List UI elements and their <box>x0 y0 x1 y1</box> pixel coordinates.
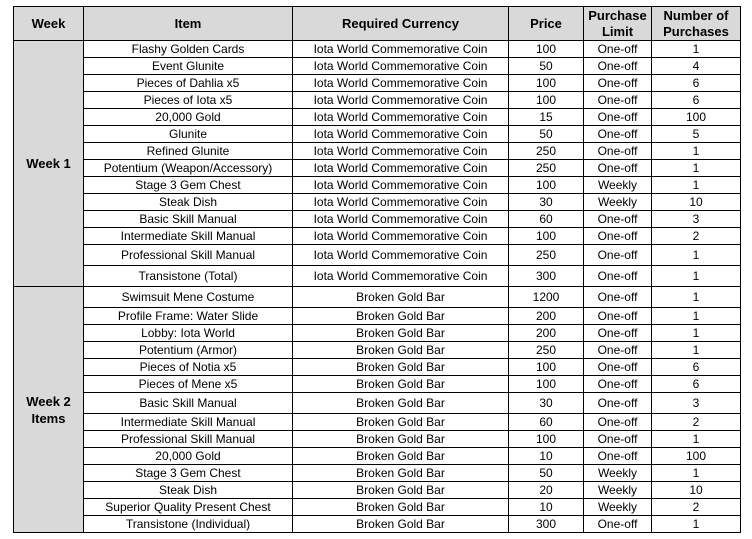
item-cell: Pieces of Notia x5 <box>84 359 293 376</box>
currency-cell: Iota World Commemorative Coin <box>293 75 509 92</box>
item-cell: Pieces of Iota x5 <box>84 92 293 109</box>
header-purchase-limit <box>584 7 652 41</box>
item-cell: Transistone (Individual) <box>84 516 293 533</box>
purchases-cell: 100 <box>652 448 741 465</box>
table-row <box>14 41 741 58</box>
currency-cell: Iota World Commemorative Coin <box>293 92 509 109</box>
currency-cell: Broken Gold Bar <box>293 431 509 448</box>
price-cell: 100 <box>509 431 584 448</box>
currency-cell: Iota World Commemorative Coin <box>293 245 509 266</box>
purchases-cell: 1 <box>652 266 741 287</box>
price-cell: 100 <box>509 177 584 194</box>
purchase-limit-cell: One-off <box>584 211 652 228</box>
purchases-cell: 1 <box>652 143 741 160</box>
currency-cell: Iota World Commemorative Coin <box>293 143 509 160</box>
purchase-limit-cell: Weekly <box>584 499 652 516</box>
purchase-limit-cell: One-off <box>584 287 652 308</box>
purchase-limit-cell: One-off <box>584 414 652 431</box>
item-cell: Stage 3 Gem Chest <box>84 177 293 194</box>
currency-cell: Iota World Commemorative Coin <box>293 194 509 211</box>
purchases-cell: 10 <box>652 482 741 499</box>
purchase-limit-cell: One-off <box>584 266 652 287</box>
item-cell: Lobby: Iota World <box>84 325 293 342</box>
price-cell: 1200 <box>509 287 584 308</box>
table-row <box>14 177 741 194</box>
table-row <box>14 245 741 266</box>
purchases-cell: 10 <box>652 194 741 211</box>
table-row <box>14 58 741 75</box>
price-cell: 100 <box>509 359 584 376</box>
item-cell: Stage 3 Gem Chest <box>84 465 293 482</box>
price-cell: 50 <box>509 58 584 75</box>
purchases-cell: 1 <box>652 245 741 266</box>
item-cell: Flashy Golden Cards <box>84 41 293 58</box>
table-row <box>14 376 741 393</box>
currency-cell: Iota World Commemorative Coin <box>293 58 509 75</box>
purchases-cell: 1 <box>652 516 741 533</box>
table-row <box>14 194 741 211</box>
header-number-of-purchases <box>652 7 741 41</box>
header-price: Price <box>509 7 584 41</box>
header-week: Week <box>14 7 84 41</box>
purchase-limit-cell: One-off <box>584 359 652 376</box>
purchases-cell: 1 <box>652 325 741 342</box>
header-item: Item <box>84 7 293 41</box>
price-cell: 50 <box>509 465 584 482</box>
table-row <box>14 325 741 342</box>
purchases-cell: 1 <box>652 342 741 359</box>
purchases-cell: 6 <box>652 75 741 92</box>
purchase-limit-cell: One-off <box>584 75 652 92</box>
table-row <box>14 448 741 465</box>
item-cell: Intermediate Skill Manual <box>84 228 293 245</box>
currency-cell: Broken Gold Bar <box>293 308 509 325</box>
table-row <box>14 465 741 482</box>
price-cell: 250 <box>509 245 584 266</box>
purchases-cell: 1 <box>652 465 741 482</box>
item-cell: Swimsuit Mene Costume <box>84 287 293 308</box>
header-required-currency: Required Currency <box>293 7 509 41</box>
item-cell: Professional Skill Manual <box>84 245 293 266</box>
price-cell: 200 <box>509 325 584 342</box>
price-cell: 10 <box>509 448 584 465</box>
price-cell: 300 <box>509 266 584 287</box>
price-cell: 10 <box>509 499 584 516</box>
table-row <box>14 211 741 228</box>
item-cell: Event Glunite <box>84 58 293 75</box>
purchases-cell: 2 <box>652 228 741 245</box>
purchases-cell: 2 <box>652 414 741 431</box>
table-row <box>14 126 741 143</box>
week-label: Week 2 Items <box>14 287 84 533</box>
purchases-cell: 100 <box>652 109 741 126</box>
currency-cell: Broken Gold Bar <box>293 465 509 482</box>
item-cell: Profile Frame: Water Slide <box>84 308 293 325</box>
currency-cell: Broken Gold Bar <box>293 342 509 359</box>
price-cell: 30 <box>509 393 584 414</box>
price-cell: 100 <box>509 75 584 92</box>
purchase-limit-cell: Weekly <box>584 465 652 482</box>
currency-cell: Broken Gold Bar <box>293 482 509 499</box>
purchase-limit-cell: One-off <box>584 41 652 58</box>
item-cell: Basic Skill Manual <box>84 393 293 414</box>
purchase-limit-cell: One-off <box>584 92 652 109</box>
currency-cell: Iota World Commemorative Coin <box>293 126 509 143</box>
price-cell: 250 <box>509 342 584 359</box>
item-cell: Steak Dish <box>84 194 293 211</box>
table-row <box>14 160 741 177</box>
purchases-cell: 1 <box>652 41 741 58</box>
purchase-limit-cell: One-off <box>584 143 652 160</box>
purchase-limit-cell: One-off <box>584 245 652 266</box>
item-cell: Professional Skill Manual <box>84 431 293 448</box>
currency-cell: Iota World Commemorative Coin <box>293 160 509 177</box>
currency-cell: Broken Gold Bar <box>293 376 509 393</box>
purchases-cell: 1 <box>652 308 741 325</box>
purchases-cell: 6 <box>652 92 741 109</box>
currency-cell: Iota World Commemorative Coin <box>293 266 509 287</box>
purchases-cell: 6 <box>652 376 741 393</box>
purchases-cell: 2 <box>652 499 741 516</box>
price-cell: 30 <box>509 194 584 211</box>
currency-cell: Iota World Commemorative Coin <box>293 228 509 245</box>
price-cell: 250 <box>509 160 584 177</box>
item-cell: Steak Dish <box>84 482 293 499</box>
purchase-limit-cell: One-off <box>584 448 652 465</box>
table-row <box>14 92 741 109</box>
purchases-cell: 5 <box>652 126 741 143</box>
item-cell: Superior Quality Present Chest <box>84 499 293 516</box>
item-cell: Potentium (Armor) <box>84 342 293 359</box>
price-cell: 60 <box>509 414 584 431</box>
item-cell: Potentium (Weapon/Accessory) <box>84 160 293 177</box>
table-row <box>14 75 741 92</box>
price-cell: 300 <box>509 516 584 533</box>
purchase-limit-cell: One-off <box>584 126 652 143</box>
item-cell: Pieces of Dahlia x5 <box>84 75 293 92</box>
purchase-limit-cell: Weekly <box>584 482 652 499</box>
header-number-of-purchases-line2: Purchases <box>663 23 729 39</box>
purchase-limit-cell: One-off <box>584 58 652 75</box>
week-label: Week 1 <box>14 41 84 287</box>
purchase-limit-cell: One-off <box>584 160 652 177</box>
purchases-cell: 3 <box>652 211 741 228</box>
currency-cell: Iota World Commemorative Coin <box>293 109 509 126</box>
purchases-cell: 4 <box>652 58 741 75</box>
table-row <box>14 482 741 499</box>
currency-cell: Broken Gold Bar <box>293 516 509 533</box>
purchase-limit-cell: Weekly <box>584 177 652 194</box>
item-cell: Pieces of Mene x5 <box>84 376 293 393</box>
purchases-cell: 1 <box>652 177 741 194</box>
purchase-limit-cell: One-off <box>584 431 652 448</box>
header-purchase-limit-line1: Purchase <box>588 7 647 23</box>
price-cell: 200 <box>509 308 584 325</box>
purchases-cell: 1 <box>652 431 741 448</box>
item-cell: Transistone (Total) <box>84 266 293 287</box>
currency-cell: Broken Gold Bar <box>293 393 509 414</box>
purchase-limit-cell: One-off <box>584 393 652 414</box>
table-row <box>14 499 741 516</box>
shop-items-table <box>13 6 741 533</box>
currency-cell: Iota World Commemorative Coin <box>293 211 509 228</box>
table-row <box>14 308 741 325</box>
price-cell: 100 <box>509 92 584 109</box>
header-purchase-limit-line2: Limit <box>601 23 634 39</box>
price-cell: 100 <box>509 41 584 58</box>
currency-cell: Iota World Commemorative Coin <box>293 177 509 194</box>
item-cell: Refined Glunite <box>84 143 293 160</box>
currency-cell: Iota World Commemorative Coin <box>293 41 509 58</box>
purchases-cell: 1 <box>652 287 741 308</box>
purchase-limit-cell: One-off <box>584 516 652 533</box>
currency-cell: Broken Gold Bar <box>293 499 509 516</box>
table-row <box>14 342 741 359</box>
table-row <box>14 287 741 308</box>
header-row <box>14 7 741 41</box>
table-row <box>14 414 741 431</box>
item-cell: Glunite <box>84 126 293 143</box>
purchase-limit-cell: One-off <box>584 342 652 359</box>
item-cell: Intermediate Skill Manual <box>84 414 293 431</box>
price-cell: 20 <box>509 482 584 499</box>
price-cell: 15 <box>509 109 584 126</box>
price-cell: 60 <box>509 211 584 228</box>
currency-cell: Broken Gold Bar <box>293 448 509 465</box>
table-row <box>14 266 741 287</box>
currency-cell: Broken Gold Bar <box>293 414 509 431</box>
table-row <box>14 393 741 414</box>
header-number-of-purchases-line1: Number of <box>663 7 729 23</box>
currency-cell: Broken Gold Bar <box>293 287 509 308</box>
item-cell: 20,000 Gold <box>84 109 293 126</box>
purchases-cell: 6 <box>652 359 741 376</box>
price-cell: 250 <box>509 143 584 160</box>
table-row <box>14 143 741 160</box>
table-row <box>14 109 741 126</box>
purchase-limit-cell: One-off <box>584 109 652 126</box>
item-cell: 20,000 Gold <box>84 448 293 465</box>
purchase-limit-cell: One-off <box>584 325 652 342</box>
table-row <box>14 228 741 245</box>
price-cell: 50 <box>509 126 584 143</box>
currency-cell: Broken Gold Bar <box>293 325 509 342</box>
purchases-cell: 1 <box>652 160 741 177</box>
table-row <box>14 359 741 376</box>
price-cell: 100 <box>509 228 584 245</box>
item-cell: Basic Skill Manual <box>84 211 293 228</box>
currency-cell: Broken Gold Bar <box>293 359 509 376</box>
table-row <box>14 431 741 448</box>
purchase-limit-cell: One-off <box>584 228 652 245</box>
purchase-limit-cell: One-off <box>584 308 652 325</box>
purchase-limit-cell: One-off <box>584 376 652 393</box>
price-cell: 100 <box>509 376 584 393</box>
purchase-limit-cell: Weekly <box>584 194 652 211</box>
purchases-cell: 3 <box>652 393 741 414</box>
table-row <box>14 516 741 533</box>
